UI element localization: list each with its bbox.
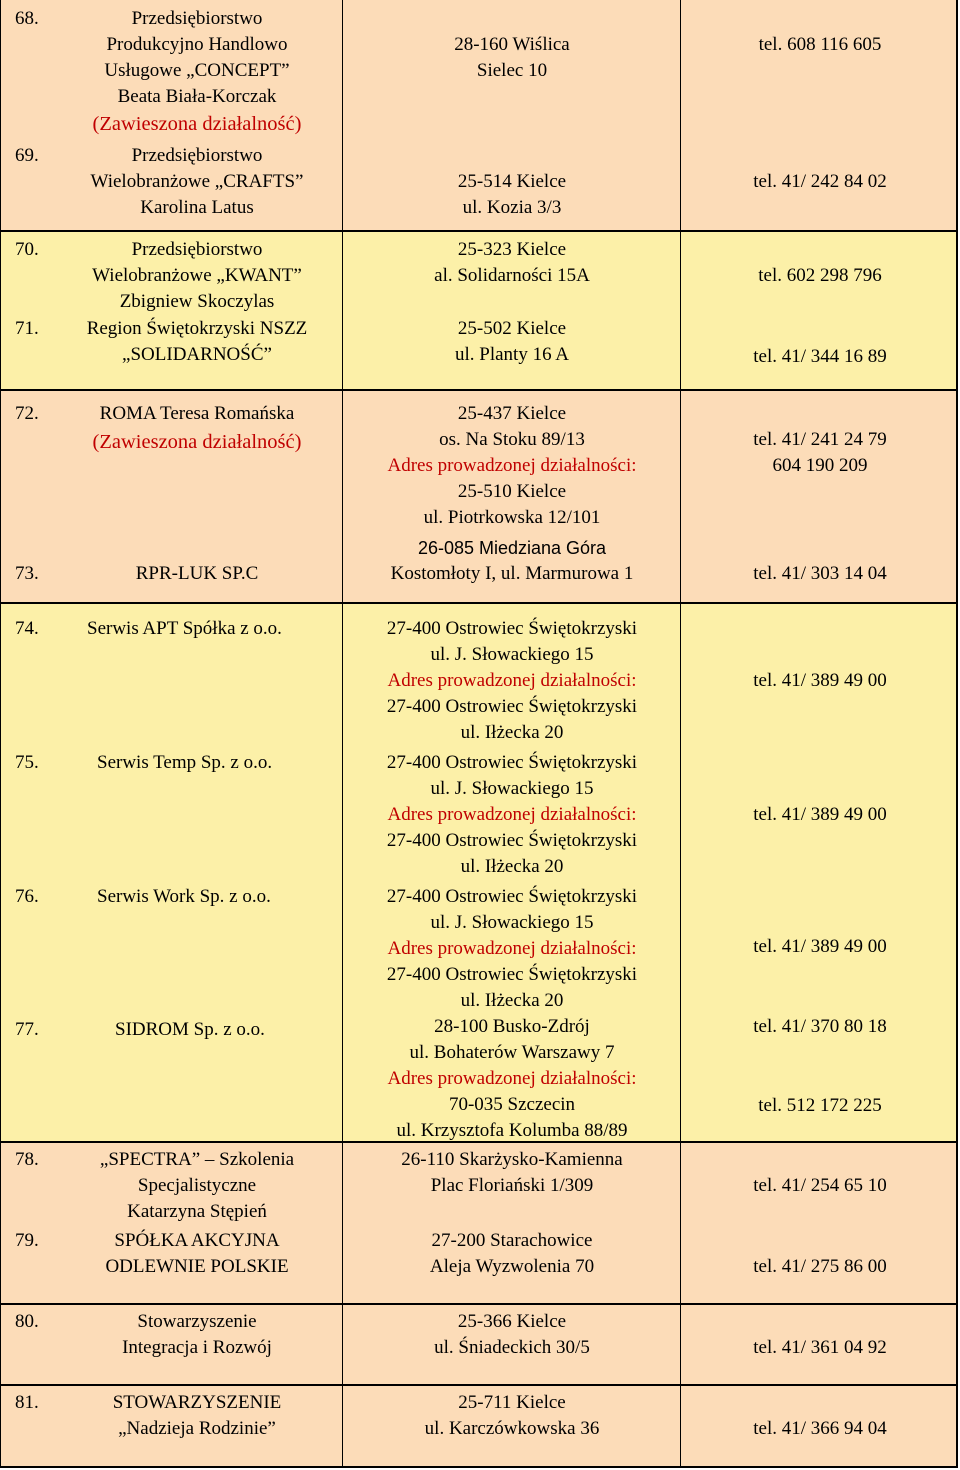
address-line: 27-400 Ostrowiec Świętokrzyski [386,696,638,717]
address-line: 25-514 Kielce [457,171,567,192]
phone-number: tel. 512 172 225 [758,1095,882,1116]
address-column [342,604,680,1141]
business-address-label: Adres prowadzonej działalności: [387,670,637,691]
address-line: 27-200 Starachowice [431,1230,593,1251]
entity-name-line: Serwis Work Sp. z o.o. [97,886,271,907]
address-line: ul. Bohaterów Warszawy 7 [409,1042,615,1063]
address-line: Aleja Wyzwolenia 70 [429,1256,595,1277]
name-column [0,1143,342,1303]
phone-number: 604 190 209 [772,455,868,476]
entry-number: 73. [15,563,39,584]
entry-number: 72. [15,403,39,424]
entry-number: 69. [15,145,39,166]
address-column [342,391,680,602]
phone-number: tel. 41/ 389 49 00 [753,670,887,691]
entity-name-line: STOWARZYSZENIE [112,1392,282,1413]
entity-name-line: Integracja i Rozwój [122,1337,272,1358]
entity-name-line: Karolina Latus [140,197,254,218]
entry-number: 68. [15,8,39,29]
name-column [0,391,342,602]
table-row-group [0,389,958,604]
address-line: 28-160 Wiślica [454,34,570,55]
address-line: 26-110 Skarżysko-Kamienna [401,1149,623,1170]
entity-name-line: „SPECTRA” – Szkolenia [99,1149,295,1170]
table-row-group [0,230,958,391]
phone-number: tel. 41/ 361 04 92 [753,1337,887,1358]
name-column [0,1386,342,1466]
entity-name-line: Przedsiębiorstwo [131,239,263,260]
address-line: ul. J. Słowackiego 15 [430,644,594,665]
entity-name-line: Region Świętokrzyski NSZZ [86,318,308,339]
suspended-status: (Zawieszona działalność) [92,113,302,135]
address-column [342,1143,680,1303]
phone-column [680,391,958,602]
address-line: 25-502 Kielce [457,318,567,339]
phone-column [680,1386,958,1466]
address-line: 27-400 Ostrowiec Świętokrzyski [386,830,638,851]
phone-number: tel. 41/ 389 49 00 [753,804,887,825]
entity-name-line: Wielobranżowe „KWANT” [92,265,302,286]
entity-name-line: Beata Biała-Korczak [117,86,277,107]
entry-number: 81. [15,1392,39,1413]
entity-name-line: Produkcyjno Handlowo [106,34,288,55]
address-column [342,0,680,230]
business-address-label: Adres prowadzonej działalności: [387,455,637,476]
entity-name-line: Stowarzyszenie [137,1311,257,1332]
address-line: al. Solidarności 15A [434,265,590,286]
entity-name-line: Przedsiębiorstwo [131,145,263,166]
phone-number: tel. 41/ 242 84 02 [753,171,887,192]
entity-name-line: „Nadzieja Rodzinie” [118,1418,276,1439]
address-line: 27-400 Ostrowiec Świętokrzyski [386,752,638,773]
address-line: ul. Piotrkowska 12/101 [423,507,601,528]
address-column [342,232,680,389]
entry-number: 71. [15,318,39,339]
entity-name-line: Serwis Temp Sp. z o.o. [97,752,273,773]
entry-number: 75. [15,752,39,773]
address-line: 25-711 Kielce [458,1392,566,1413]
address-line: ul. J. Słowackiego 15 [430,912,594,933]
entity-name-line: RPR-LUK SP.C [135,563,259,584]
address-line: ul. Krzysztofa Kolumba 88/89 [396,1120,628,1141]
name-column [0,0,342,230]
entry-number: 74. [15,618,39,639]
entry-number: 78. [15,1149,39,1170]
address-line: ul. Planty 16 A [454,344,569,365]
entry-number: 76. [15,886,39,907]
entity-name-line: ODLEWNIE POLSKIE [105,1256,289,1277]
address-line: Kostomłoty I, ul. Marmurowa 1 [390,563,634,584]
phone-column [680,232,958,389]
address-line: Sielec 10 [476,60,548,81]
address-line: os. Na Stoku 89/13 [439,429,585,450]
address-line: 27-400 Ostrowiec Świętokrzyski [386,886,638,907]
address-line: 27-400 Ostrowiec Świętokrzyski [386,964,638,985]
entry-number: 79. [15,1230,39,1251]
suspended-status: (Zawieszona działalność) [92,431,302,453]
address-column [342,1386,680,1466]
address-line: ul. Kozia 3/3 [462,197,562,218]
table-row-group [0,0,958,232]
entity-name-line: ROMA Teresa Romańska [99,403,295,424]
entity-name-line: Specjalistyczne [137,1175,257,1196]
name-column [0,1305,342,1384]
entity-name-line: „SOLIDARNOŚĆ” [122,344,272,365]
entity-name-line: Serwis APT Spółka z o.o. [87,618,282,639]
address-line: Plac Floriański 1/309 [430,1175,594,1196]
address-line: 70-035 Szczecin [448,1094,576,1115]
table-row-group [0,1303,958,1386]
phone-column [680,604,958,1141]
phone-number: tel. 41/ 275 86 00 [753,1256,887,1277]
address-line: 28-100 Busko-Zdrój [434,1016,590,1037]
address-line: ul. Iłżecka 20 [460,856,564,877]
address-column [342,1305,680,1384]
entry-number: 80. [15,1311,39,1332]
phone-column [680,1305,958,1384]
entity-name-line: Wielobranżowe „CRAFTS” [90,171,304,192]
name-column [0,232,342,389]
address-line: 25-323 Kielce [457,239,567,260]
address-line: ul. Iłżecka 20 [460,990,564,1011]
phone-number: tel. 41/ 389 49 00 [753,936,887,957]
phone-number: tel. 41/ 241 24 79 [753,429,887,450]
phone-number: tel. 602 298 796 [758,265,882,286]
entity-name-line: Katarzyna Stępień [127,1201,267,1222]
address-line: 25-510 Kielce [457,481,567,502]
address-line: 25-437 Kielce [457,403,567,424]
phone-number: tel. 41/ 344 16 89 [753,346,887,367]
entity-name-line: Przedsiębiorstwo [131,8,263,29]
address-line: 26-085 Miedziana Góra [417,538,607,558]
entity-name-line: SPÓŁKA AKCYJNA [114,1230,280,1251]
entity-name-line: Zbigniew Skoczylas [119,291,275,312]
table-row-group [0,1384,958,1468]
name-column [0,604,342,1141]
phone-number: tel. 608 116 605 [758,34,882,55]
entity-name-line: SIDROM Sp. z o.o. [115,1019,265,1040]
phone-number: tel. 41/ 303 14 04 [753,563,887,584]
phone-number: tel. 41/ 370 80 18 [753,1016,887,1037]
phone-column [680,0,958,230]
address-line: ul. Iłżecka 20 [460,722,564,743]
phone-column [680,1143,958,1303]
business-address-label: Adres prowadzonej działalności: [387,1068,637,1089]
address-line: 27-400 Ostrowiec Świętokrzyski [386,618,638,639]
address-line: ul. Karczówkowska 36 [424,1418,600,1439]
address-line: ul. Śniadeckich 30/5 [434,1337,590,1358]
business-address-label: Adres prowadzonej działalności: [387,938,637,959]
entry-number: 70. [15,239,39,260]
phone-number: tel. 41/ 366 94 04 [753,1418,887,1439]
address-line: ul. J. Słowackiego 15 [430,778,594,799]
business-address-label: Adres prowadzonej działalności: [387,804,637,825]
phone-number: tel. 41/ 254 65 10 [753,1175,887,1196]
table-row-group [0,602,958,1143]
table-row-group [0,1141,958,1305]
entry-number: 77. [15,1019,39,1040]
entity-name-line: Usługowe „CONCEPT” [104,60,290,81]
address-line: 25-366 Kielce [457,1311,567,1332]
